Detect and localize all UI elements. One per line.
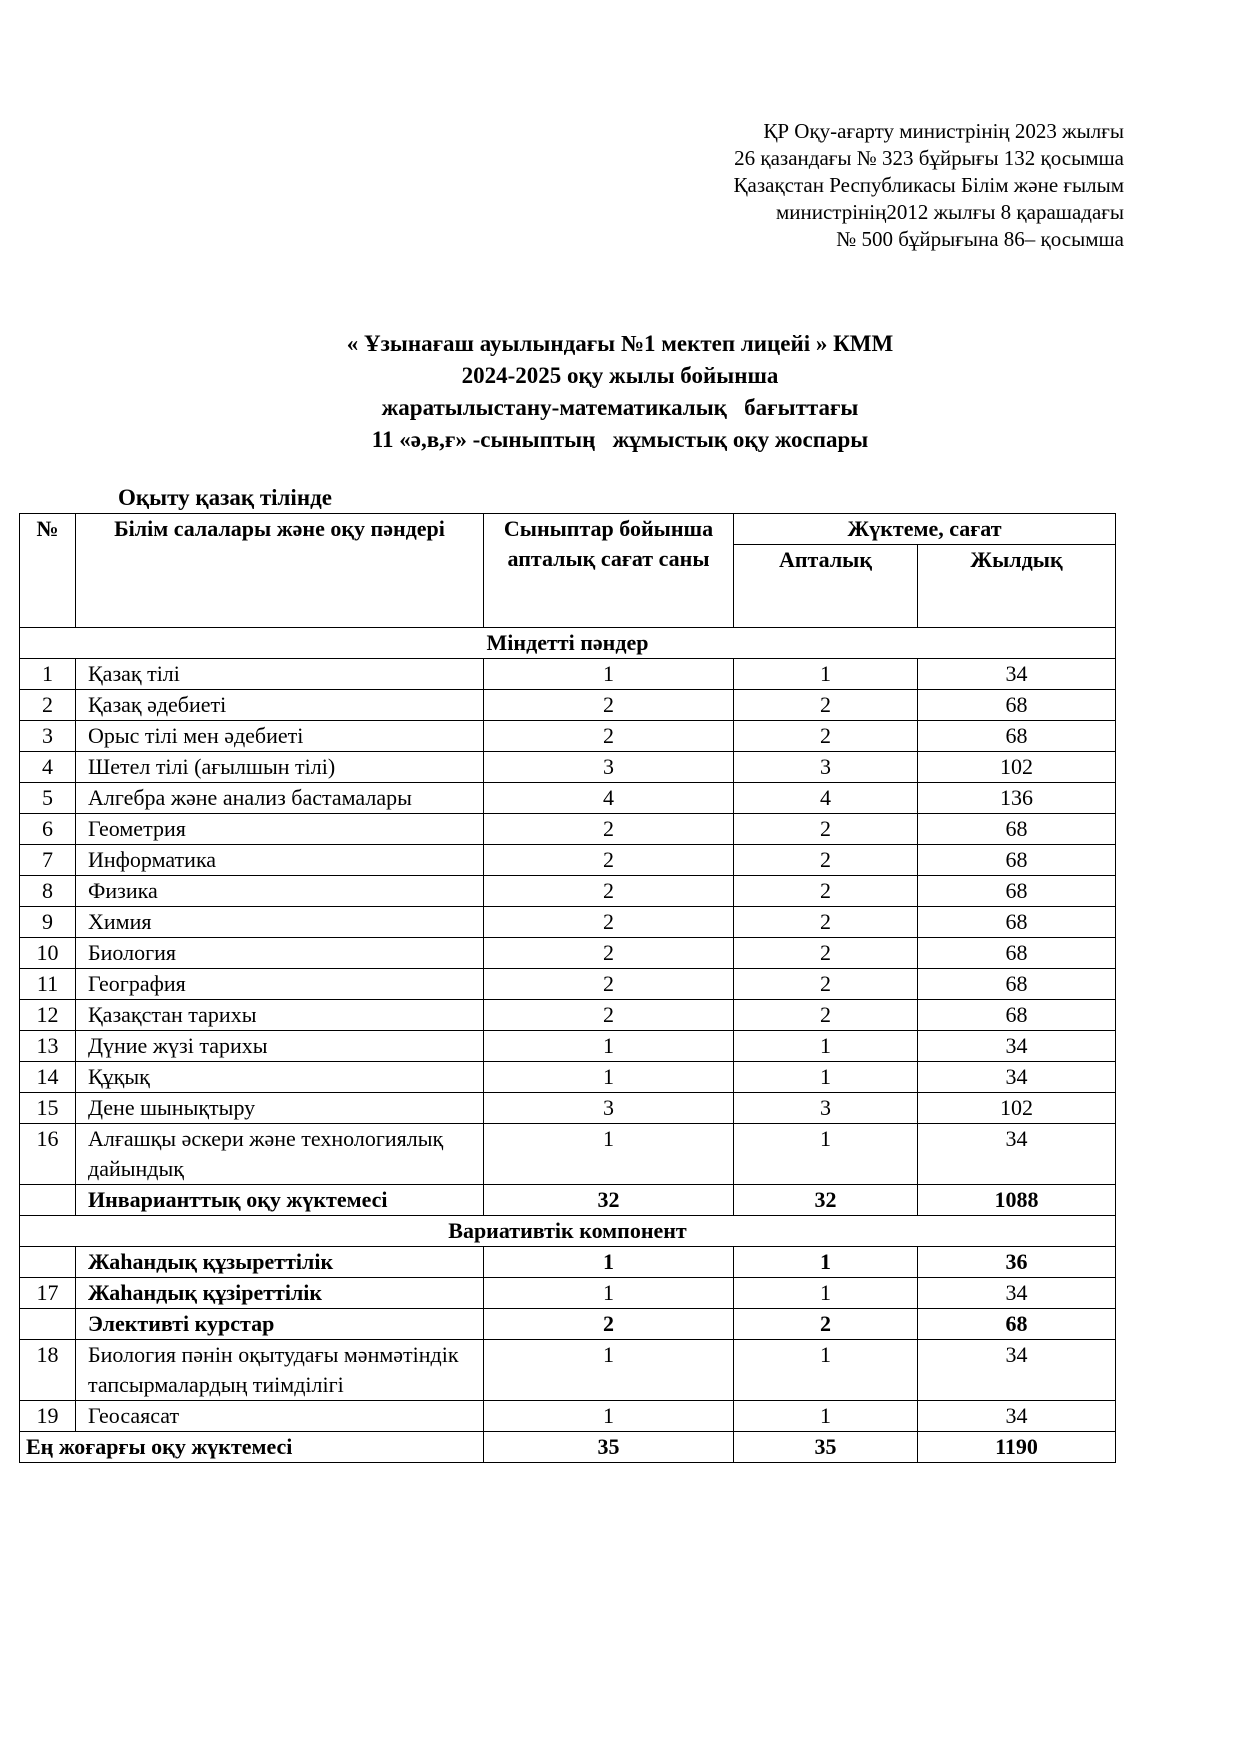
row-num: 10 (20, 938, 76, 969)
row-subject: Элективті курстар (76, 1309, 484, 1340)
table-row (20, 907, 1116, 938)
row-class-hours: 2 (484, 845, 734, 876)
row-yearly: 68 (918, 814, 1116, 845)
row-weekly: 1 (734, 1031, 918, 1062)
header-subject: Білім салалары және оқу пәндері (76, 514, 484, 628)
row-class-hours: 2 (484, 969, 734, 1000)
header-load: Жүктеме, сағат (734, 514, 1116, 545)
table-body (20, 628, 1116, 1463)
row-class-hours: 2 (484, 721, 734, 752)
section-title: Міндетті пәндер (20, 628, 1116, 659)
row-weekly: 2 (734, 1309, 918, 1340)
row-yearly: 68 (918, 1309, 1116, 1340)
row-weekly: 1 (734, 1401, 918, 1432)
row-subject: Биология пәнін оқытудағы мәнмәтіндік тапсырмалардың тиімділігі (76, 1340, 484, 1401)
row-subject: Жаһандық құзіреттілік (76, 1278, 484, 1309)
row-subject: Қазақстан тарихы (76, 1000, 484, 1031)
row-num: 15 (20, 1093, 76, 1124)
row-yearly: 68 (918, 845, 1116, 876)
order-reference-line: 26 қазандағы № 323 бұйрығы 132 қосымша (734, 146, 1124, 170)
row-subject: Жаһандық құзыреттілік (76, 1247, 484, 1278)
row-num: 16 (20, 1124, 76, 1185)
table-row (20, 1309, 1116, 1340)
row-weekly: 2 (734, 1000, 918, 1031)
row-subject: Химия (76, 907, 484, 938)
table-row (20, 1247, 1116, 1278)
table-row (20, 1093, 1116, 1124)
row-class-hours: 2 (484, 907, 734, 938)
row-num: 7 (20, 845, 76, 876)
row-num: 17 (20, 1278, 76, 1309)
total-yearly: 1088 (918, 1185, 1116, 1216)
row-class-hours: 1 (484, 1340, 734, 1401)
title-line: жаратылыстану-математикалық бағыттағы (381, 395, 859, 420)
row-class-hours: 4 (484, 783, 734, 814)
curriculum-table (19, 513, 1116, 1463)
table-row (20, 876, 1116, 907)
row-subject: Физика (76, 876, 484, 907)
order-reference-line: № 500 бұйрығына 86– қосымша (836, 227, 1124, 251)
table-header-row (20, 514, 1116, 545)
max-total-weekly: 35 (734, 1432, 918, 1463)
row-class-hours: 3 (484, 752, 734, 783)
row-class-hours: 3 (484, 1093, 734, 1124)
row-weekly: 1 (734, 1124, 918, 1185)
row-subject: Құқық (76, 1062, 484, 1093)
row-weekly: 1 (734, 659, 918, 690)
title-line: 2024-2025 оқу жылы бойынша (461, 363, 779, 388)
invariant-total-row (20, 1185, 1116, 1216)
title-line: 11 «ә,в,ғ» -сыныптың жұмыстық оқу жоспары (371, 427, 869, 452)
row-class-hours: 1 (484, 659, 734, 690)
row-num: 14 (20, 1062, 76, 1093)
table-row (20, 1062, 1116, 1093)
table-row (20, 721, 1116, 752)
table-row (20, 969, 1116, 1000)
row-num: 6 (20, 814, 76, 845)
row-subject: География (76, 969, 484, 1000)
row-num: 2 (20, 690, 76, 721)
row-weekly: 1 (734, 1278, 918, 1309)
row-subject: Биология (76, 938, 484, 969)
row-class-hours: 1 (484, 1247, 734, 1278)
row-num (20, 1309, 76, 1340)
row-yearly: 136 (918, 783, 1116, 814)
header-weekly: Апталық (734, 545, 918, 628)
row-weekly: 1 (734, 1062, 918, 1093)
row-yearly: 34 (918, 1031, 1116, 1062)
row-yearly: 68 (918, 721, 1116, 752)
total-class-hours: 32 (484, 1185, 734, 1216)
total-label: Инварианттық оқу жүктемесі (76, 1185, 484, 1216)
row-class-hours: 1 (484, 1278, 734, 1309)
table-row (20, 1278, 1116, 1309)
row-yearly: 34 (918, 1278, 1116, 1309)
row-yearly: 34 (918, 1340, 1116, 1401)
title-line: « Ұзынағаш ауылындағы №1 мектеп лицейі » КММ (346, 331, 894, 356)
max-total-label: Ең жоғарғы оқу жүктемесі (20, 1432, 484, 1463)
section-title: Вариативтік компонент (20, 1216, 1116, 1247)
language-note: Оқыту қазақ тілінде (118, 485, 332, 510)
order-reference-line: министрінің2012 жылғы 8 қарашадағы (775, 200, 1124, 224)
table-row (20, 938, 1116, 969)
row-class-hours: 2 (484, 876, 734, 907)
row-subject: Орыс тілі мен әдебиеті (76, 721, 484, 752)
row-weekly: 3 (734, 1093, 918, 1124)
row-num: 1 (20, 659, 76, 690)
row-weekly: 2 (734, 876, 918, 907)
table-row (20, 783, 1116, 814)
row-num (20, 1185, 76, 1216)
row-num: 9 (20, 907, 76, 938)
row-weekly: 3 (734, 752, 918, 783)
row-class-hours: 1 (484, 1124, 734, 1185)
row-yearly: 68 (918, 907, 1116, 938)
table-row (20, 659, 1116, 690)
order-reference-line: ҚР Оқу-ағарту министрінің 2023 жылғы (763, 119, 1124, 143)
row-subject: Дүние жүзі тарихы (76, 1031, 484, 1062)
row-yearly: 34 (918, 1401, 1116, 1432)
table-row (20, 690, 1116, 721)
section-row (20, 628, 1116, 659)
row-class-hours: 2 (484, 690, 734, 721)
order-reference-line: Қазақстан Республикасы Білім және ғылым (733, 173, 1124, 197)
row-num: 18 (20, 1340, 76, 1401)
row-subject: Информатика (76, 845, 484, 876)
table-row (20, 1340, 1116, 1401)
row-weekly: 1 (734, 1340, 918, 1401)
row-yearly: 34 (918, 1124, 1116, 1185)
row-class-hours: 1 (484, 1401, 734, 1432)
row-yearly: 34 (918, 659, 1116, 690)
row-weekly: 2 (734, 721, 918, 752)
row-yearly: 102 (918, 1093, 1116, 1124)
row-weekly: 2 (734, 845, 918, 876)
row-class-hours: 2 (484, 1309, 734, 1340)
row-yearly: 102 (918, 752, 1116, 783)
row-weekly: 1 (734, 1247, 918, 1278)
row-num: 8 (20, 876, 76, 907)
row-weekly: 2 (734, 690, 918, 721)
row-yearly: 36 (918, 1247, 1116, 1278)
row-class-hours: 1 (484, 1062, 734, 1093)
row-num: 4 (20, 752, 76, 783)
max-total-row (20, 1432, 1116, 1463)
header-yearly: Жылдық (918, 545, 1116, 628)
row-num: 11 (20, 969, 76, 1000)
table-row (20, 1124, 1116, 1185)
row-weekly: 2 (734, 938, 918, 969)
row-yearly: 68 (918, 876, 1116, 907)
row-yearly: 68 (918, 969, 1116, 1000)
row-subject: Қазақ әдебиеті (76, 690, 484, 721)
row-num: 5 (20, 783, 76, 814)
row-yearly: 68 (918, 1000, 1116, 1031)
row-subject: Алғашқы әскери және технологиялық дайындық (76, 1124, 484, 1185)
section-row (20, 1216, 1116, 1247)
row-yearly: 68 (918, 690, 1116, 721)
row-num: 3 (20, 721, 76, 752)
header-num: № (20, 514, 76, 628)
table-row (20, 752, 1116, 783)
row-weekly: 4 (734, 783, 918, 814)
document-title (0, 328, 1240, 456)
table-row (20, 845, 1116, 876)
row-subject: Шетел тілі (ағылшын тілі) (76, 752, 484, 783)
header-class-hours: Сыныптар бойынша апталық сағат саны (484, 514, 734, 628)
table-row (20, 1031, 1116, 1062)
row-weekly: 2 (734, 907, 918, 938)
order-reference-note (524, 118, 1124, 253)
max-total-class-hours: 35 (484, 1432, 734, 1463)
row-yearly: 68 (918, 938, 1116, 969)
table-row (20, 814, 1116, 845)
row-yearly: 34 (918, 1062, 1116, 1093)
row-subject: Дене шынықтыру (76, 1093, 484, 1124)
table-row (20, 1000, 1116, 1031)
total-weekly: 32 (734, 1185, 918, 1216)
row-num: 19 (20, 1401, 76, 1432)
row-num: 12 (20, 1000, 76, 1031)
row-subject: Алгебра және анализ бастамалары (76, 783, 484, 814)
row-num: 13 (20, 1031, 76, 1062)
row-class-hours: 2 (484, 814, 734, 845)
row-subject: Геометрия (76, 814, 484, 845)
table-row (20, 1401, 1116, 1432)
row-class-hours: 2 (484, 938, 734, 969)
row-class-hours: 2 (484, 1000, 734, 1031)
row-class-hours: 1 (484, 1031, 734, 1062)
row-weekly: 2 (734, 814, 918, 845)
row-subject: Геосаясат (76, 1401, 484, 1432)
row-num (20, 1247, 76, 1278)
max-total-yearly: 1190 (918, 1432, 1116, 1463)
row-weekly: 2 (734, 969, 918, 1000)
row-subject: Қазақ тілі (76, 659, 484, 690)
